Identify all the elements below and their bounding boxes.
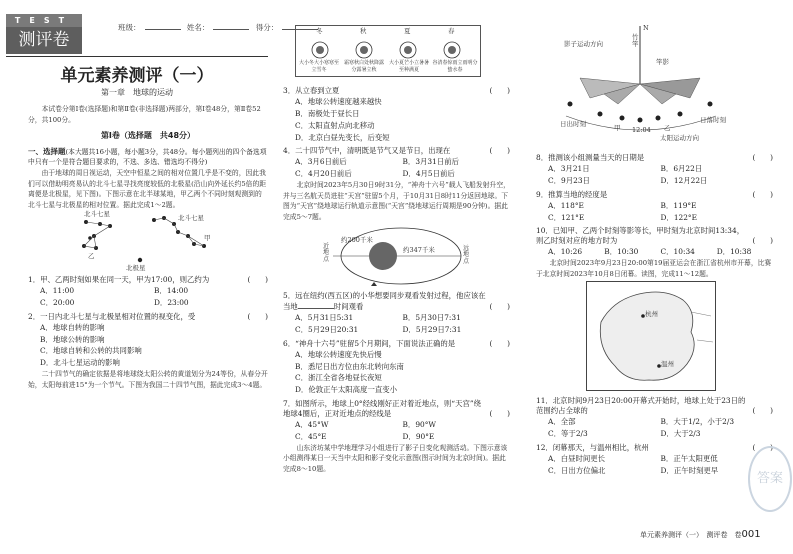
q10-stem: 10．已知甲、乙两个时刻等影等长，甲时刻为北京时间13:34，则乙时刻对应的地方时为 bbox=[536, 226, 745, 246]
q5-option-a[interactable]: A．5月31日5:31 bbox=[295, 313, 354, 323]
sunset-label: 日落时刻 bbox=[700, 116, 726, 124]
footer-label: 单元素养测评（一） 测评卷 卷 bbox=[640, 531, 742, 539]
question-5 bbox=[283, 291, 510, 312]
score-label: 得分： bbox=[255, 23, 279, 32]
q11-option-a[interactable]: A．全部 bbox=[548, 417, 576, 427]
summer-terms: 大小夏芒小立暑暑至种满夏 bbox=[388, 60, 429, 73]
q3-options bbox=[283, 96, 510, 143]
question-4 bbox=[283, 146, 510, 156]
q9-stem: 9．推算当地的经度是 bbox=[536, 189, 608, 199]
q8-options bbox=[536, 163, 773, 187]
q7-stem: 7．如图所示，地球上0°经线刚好正对着近地点，则“天宫”绕地球4圈后，正对近地点的经线是 bbox=[283, 399, 482, 419]
perigee-label: 近地点 bbox=[323, 243, 330, 263]
q7-option-b[interactable]: B．90°W bbox=[402, 420, 437, 430]
wenzhou-label: 温州 bbox=[661, 360, 674, 369]
q1-answer-slot[interactable]: ( ) bbox=[247, 275, 268, 285]
name-label: 姓名： bbox=[186, 23, 210, 32]
page-footer bbox=[640, 528, 761, 542]
yi-time-label: 乙 bbox=[664, 124, 671, 132]
season-winter: 冬 bbox=[316, 27, 323, 35]
q3-option-d[interactable]: D．北京白昼先变长，后变短 bbox=[295, 132, 390, 142]
q9-option-b[interactable]: B．119°E bbox=[660, 200, 697, 210]
north-label: N bbox=[643, 24, 649, 32]
q6-option-a[interactable]: A．地球公转速度先快后慢 bbox=[295, 349, 382, 359]
q12-option-b[interactable]: B．正午太阳更低 bbox=[660, 453, 718, 463]
question-9 bbox=[536, 190, 773, 200]
q12-option-d[interactable]: D．正午时刻更早 bbox=[660, 465, 719, 475]
q10-option-d[interactable]: D．10:38 bbox=[716, 247, 752, 257]
passage-4: 山东济坊某中学地理学习小组进行了影子日变化观测活动。下图示意该小组测得某日一天当中太阳和影子变化示意图(图示时间为北京时间)。据此完成8～10题。 bbox=[283, 443, 508, 473]
shadow-figure bbox=[560, 24, 740, 142]
q1-option-c[interactable]: C．20:00 bbox=[40, 297, 75, 307]
q5-options bbox=[283, 312, 510, 336]
season-summer: 夏 bbox=[404, 27, 411, 35]
season-autumn: 秋 bbox=[360, 27, 367, 35]
q5-stem-end: 时间观看 bbox=[333, 302, 364, 312]
q9-answer-slot[interactable]: ( ) bbox=[752, 189, 773, 199]
part-1-heading: 第Ⅰ卷（选择题 共48分） bbox=[100, 131, 196, 141]
logo-top-text: TEST bbox=[6, 14, 82, 27]
label-yi: 乙 bbox=[88, 252, 95, 261]
shadow-direction-label: 影子运动方向 bbox=[564, 40, 603, 48]
q8-option-b[interactable]: B．6月22日 bbox=[660, 163, 703, 173]
q1-stem: 1．甲、乙两时刻如果在同一天，甲为17:00，则乙约为 bbox=[28, 275, 210, 285]
q1-option-d[interactable]: D．23:00 bbox=[154, 297, 189, 307]
student-info-line bbox=[118, 22, 322, 33]
q5-answer-slot[interactable]: ( ) bbox=[489, 302, 510, 312]
passage-2: 二十四节气的确定依据是将地球绕太阳公转的黄道划分为24等份，从春分开始，太阳每前进15°为一个节气。下图为我国二十四节气图，据此完成3～4题。 bbox=[28, 370, 268, 389]
passage-3: 北京时间2023年5月30日9时31分，“神舟十六号”载人飞船发射升空，并与三名航天员进驻“天宫”驻留5个月，于10月31日8时11分返回地球。下图为“天宫”绕地球运行轨道示意图(“天宫”绕地球运行周期是90分钟)。据此完成5～7题。 bbox=[283, 181, 510, 221]
apogee-label: 远地点 bbox=[463, 245, 470, 265]
q2-option-d[interactable]: D．北斗七星运动的影响 bbox=[40, 358, 120, 368]
q3-answer-slot[interactable]: ( ) bbox=[489, 86, 510, 95]
map-frame bbox=[586, 281, 716, 391]
q9-option-c[interactable]: C．121°E bbox=[548, 212, 585, 222]
test-logo bbox=[6, 14, 82, 54]
section-1 bbox=[28, 146, 268, 168]
label-big-dipper-yi: 北斗七星 bbox=[84, 210, 110, 219]
q12-option-a[interactable]: A．白昼时间更长 bbox=[548, 453, 606, 463]
q12-answer-slot[interactable]: ( ) bbox=[752, 442, 773, 452]
q1-option-b[interactable]: B．14:00 bbox=[154, 286, 189, 296]
label-polaris: 北极星 bbox=[126, 264, 146, 273]
q3-option-a[interactable]: A．地球公转速度越来越快 bbox=[295, 96, 382, 106]
season-spring: 春 bbox=[448, 27, 455, 35]
q3-option-b[interactable]: B．南极处于昼长日 bbox=[295, 108, 360, 118]
q4-option-d[interactable]: D．4月5日前后 bbox=[402, 169, 455, 179]
chapter-subtitle: 第一章 地球的运动 bbox=[101, 88, 173, 97]
header-rule bbox=[6, 56, 268, 57]
sunrise-label: 日出时刻 bbox=[560, 120, 586, 128]
q7-option-d[interactable]: D．90°E bbox=[402, 431, 435, 441]
q7-option-c[interactable]: C．45°E bbox=[295, 431, 327, 441]
q9-option-d[interactable]: D．122°E bbox=[660, 212, 698, 222]
q7-answer-slot[interactable]: ( ) bbox=[489, 409, 510, 419]
exam-intro: 本试卷分第Ⅰ卷(选择题)和第Ⅱ卷(非选择题)两部分，第Ⅰ卷48分，第Ⅱ卷52分，共100分。 bbox=[28, 105, 261, 124]
perigee-altitude: 约200千米 bbox=[341, 236, 373, 245]
class-blank[interactable] bbox=[145, 22, 181, 30]
exam-title: 单元素养测评（一） bbox=[60, 66, 214, 86]
q8-stem: 8．推测该小组测量当天的日期是 bbox=[536, 153, 645, 162]
q6-options bbox=[283, 349, 510, 396]
column-3 bbox=[536, 150, 773, 477]
zhejiang-map bbox=[586, 281, 716, 393]
orbit-svg bbox=[283, 222, 510, 288]
answer-stamp: 答案 bbox=[748, 446, 792, 512]
q11-option-b[interactable]: B．大于1/2，小于2/3 bbox=[660, 417, 735, 427]
winter-terms: 大小冬大小寒寒至立雪冬 bbox=[298, 60, 339, 73]
q6-option-b[interactable]: B．悉尼日出方位由东北转向东南 bbox=[295, 361, 404, 371]
question-6 bbox=[283, 339, 510, 349]
q3-option-c[interactable]: C．太阳直射点向北移动 bbox=[295, 120, 375, 130]
q11-stem: 11．北京时间9月23日20:00开幕式开始时，地球上处于23日的范围约占全球的 bbox=[536, 396, 746, 416]
map-svg bbox=[587, 282, 715, 390]
q10-option-a[interactable]: A．10:26 bbox=[548, 247, 583, 257]
q5-option-b[interactable]: B．5月30日7:31 bbox=[402, 313, 461, 323]
q9-option-a[interactable]: A．118°E bbox=[548, 200, 584, 210]
column-1 bbox=[28, 104, 268, 390]
q2-options bbox=[28, 322, 268, 369]
q11-answer-slot[interactable]: ( ) bbox=[752, 406, 773, 416]
question-10 bbox=[536, 226, 773, 246]
q10-option-b[interactable]: B．10:30 bbox=[604, 247, 639, 257]
logo-bottom-text: 测评卷 bbox=[6, 27, 82, 54]
label-jia: 甲 bbox=[204, 234, 211, 243]
q11-options bbox=[536, 416, 773, 440]
pole-label: 竹竿 bbox=[632, 33, 639, 48]
q4-option-b[interactable]: B．3月31日前后 bbox=[402, 157, 459, 167]
q2-option-c[interactable]: C．地球自转和公转的共同影响 bbox=[40, 346, 142, 356]
question-2 bbox=[28, 312, 268, 322]
q9-options bbox=[536, 200, 773, 224]
section-1-body: (本大题共16小题，每小题3分，共48分。每小题列出的四个备选项中只有一个是符合题目要求的，不选、多选、错选均不得分) bbox=[28, 147, 267, 167]
column-2 bbox=[283, 27, 510, 474]
section-1-head: 一、选择题 bbox=[28, 146, 66, 156]
q2-answer-slot[interactable]: ( ) bbox=[247, 311, 268, 321]
q11-option-c[interactable]: C．等于2/3 bbox=[548, 429, 588, 439]
q8-option-d[interactable]: D．12月22日 bbox=[660, 175, 708, 185]
big-dipper-figure bbox=[28, 210, 268, 272]
q10-options bbox=[536, 246, 773, 258]
q6-option-d[interactable]: D．伦敦正午太阳高度一直变小 bbox=[295, 385, 398, 395]
jia-time-label: 甲 bbox=[614, 124, 621, 132]
q10-option-c[interactable]: C．10:34 bbox=[660, 247, 695, 257]
q8-option-a[interactable]: A．3月21日 bbox=[548, 163, 590, 173]
q2-option-b[interactable]: B．地球公转的影响 bbox=[40, 334, 105, 344]
q6-option-c[interactable]: C．浙江全省各地昼长夜短 bbox=[295, 373, 382, 383]
passage-5: 北京时间2023年9月23日20:00第19届亚运会在浙江省杭州市开幕，比赛于北京时间2023年10月8日闭幕。读图，完成11～12题。 bbox=[536, 259, 772, 278]
noon-time-label: 12:04 bbox=[632, 126, 651, 134]
q2-option-a[interactable]: A．地球自转的影响 bbox=[40, 322, 105, 332]
q12-options bbox=[536, 453, 773, 477]
question-3 bbox=[283, 86, 510, 96]
hangzhou-label: 杭州 bbox=[645, 310, 658, 319]
q7-option-a[interactable]: A．45°W bbox=[295, 420, 329, 430]
q8-answer-slot[interactable]: ( ) bbox=[752, 153, 773, 162]
question-1 bbox=[28, 275, 268, 285]
class-label: 班级： bbox=[118, 23, 141, 32]
q2-stem: 2．一日内北斗七星与北极星相对位置的视变化，受 bbox=[28, 311, 196, 321]
q10-answer-slot[interactable]: ( ) bbox=[752, 236, 773, 246]
name-blank[interactable] bbox=[213, 22, 249, 30]
shadow-label: 竿影 bbox=[656, 58, 669, 66]
q4-stem: 4．二十四节气中，清明既是节气又是节日，出现在 bbox=[283, 146, 451, 156]
q5-option-d[interactable]: D．5月29日7:31 bbox=[402, 324, 462, 334]
q11-option-d[interactable]: D．大于2/3 bbox=[660, 429, 701, 439]
q5-option-c[interactable]: C．5月29日20:31 bbox=[295, 324, 359, 334]
q1-option-a[interactable]: A．11:00 bbox=[40, 286, 75, 296]
q4-options bbox=[283, 156, 510, 180]
q5-blank[interactable] bbox=[298, 301, 334, 309]
q6-answer-slot[interactable]: ( ) bbox=[489, 338, 510, 348]
question-8 bbox=[536, 153, 773, 163]
q6-stem: 6．“神舟十六号”驻留5个月期间，下面说法正确的是 bbox=[283, 338, 456, 348]
autumn-terms: 霜寒秋白处秋降露分露暑立秋 bbox=[343, 60, 384, 73]
question-11 bbox=[536, 396, 773, 416]
big-dipper-svg bbox=[28, 210, 268, 272]
q3-stem: 3．从立春到立夏 bbox=[283, 86, 340, 95]
q1-options bbox=[28, 285, 268, 309]
label-big-dipper-jia: 北斗七星 bbox=[178, 214, 204, 223]
q5-stem: 5．远在纽约(西五区)的小华想要同步观看发射过程，他应该在当地 bbox=[283, 291, 486, 312]
page-number: 001 bbox=[741, 529, 761, 540]
question-7 bbox=[283, 399, 510, 419]
q4-option-a[interactable]: A．3月6日前后 bbox=[295, 157, 347, 167]
q4-answer-slot[interactable]: ( ) bbox=[489, 146, 510, 156]
q12-option-c[interactable]: C．日出方位偏北 bbox=[548, 465, 606, 475]
apogee-altitude: 约347千米 bbox=[403, 246, 435, 255]
orbit-figure bbox=[283, 222, 510, 288]
spring-terms: 谷清春惊雨立雨明分蛰水春 bbox=[432, 60, 478, 73]
q12-stem: 12．闭幕那天，与温州相比，杭州 bbox=[536, 442, 649, 452]
passage-1: 由于地球的周日视运动，天空中恒星之间的相对位置几乎是不变的，因此我们可以借助明亮易认的北斗七星寻找亮度较低的北极星(沿山向外延长约5倍的距离便是北极星，见下图)。下图示意在北半球某地，甲乙两个不同时刻观测到的北斗七星与北极星的相对位置。据此完成1～2题。 bbox=[28, 169, 267, 209]
question-12 bbox=[536, 443, 773, 453]
solar-terms-frame bbox=[295, 25, 481, 77]
q8-option-c[interactable]: C．9月23日 bbox=[548, 175, 590, 185]
q7-options bbox=[283, 419, 510, 443]
sun-direction-label: 太阳运动方向 bbox=[660, 134, 699, 142]
q4-option-c[interactable]: C．4月20日前后 bbox=[295, 169, 352, 179]
